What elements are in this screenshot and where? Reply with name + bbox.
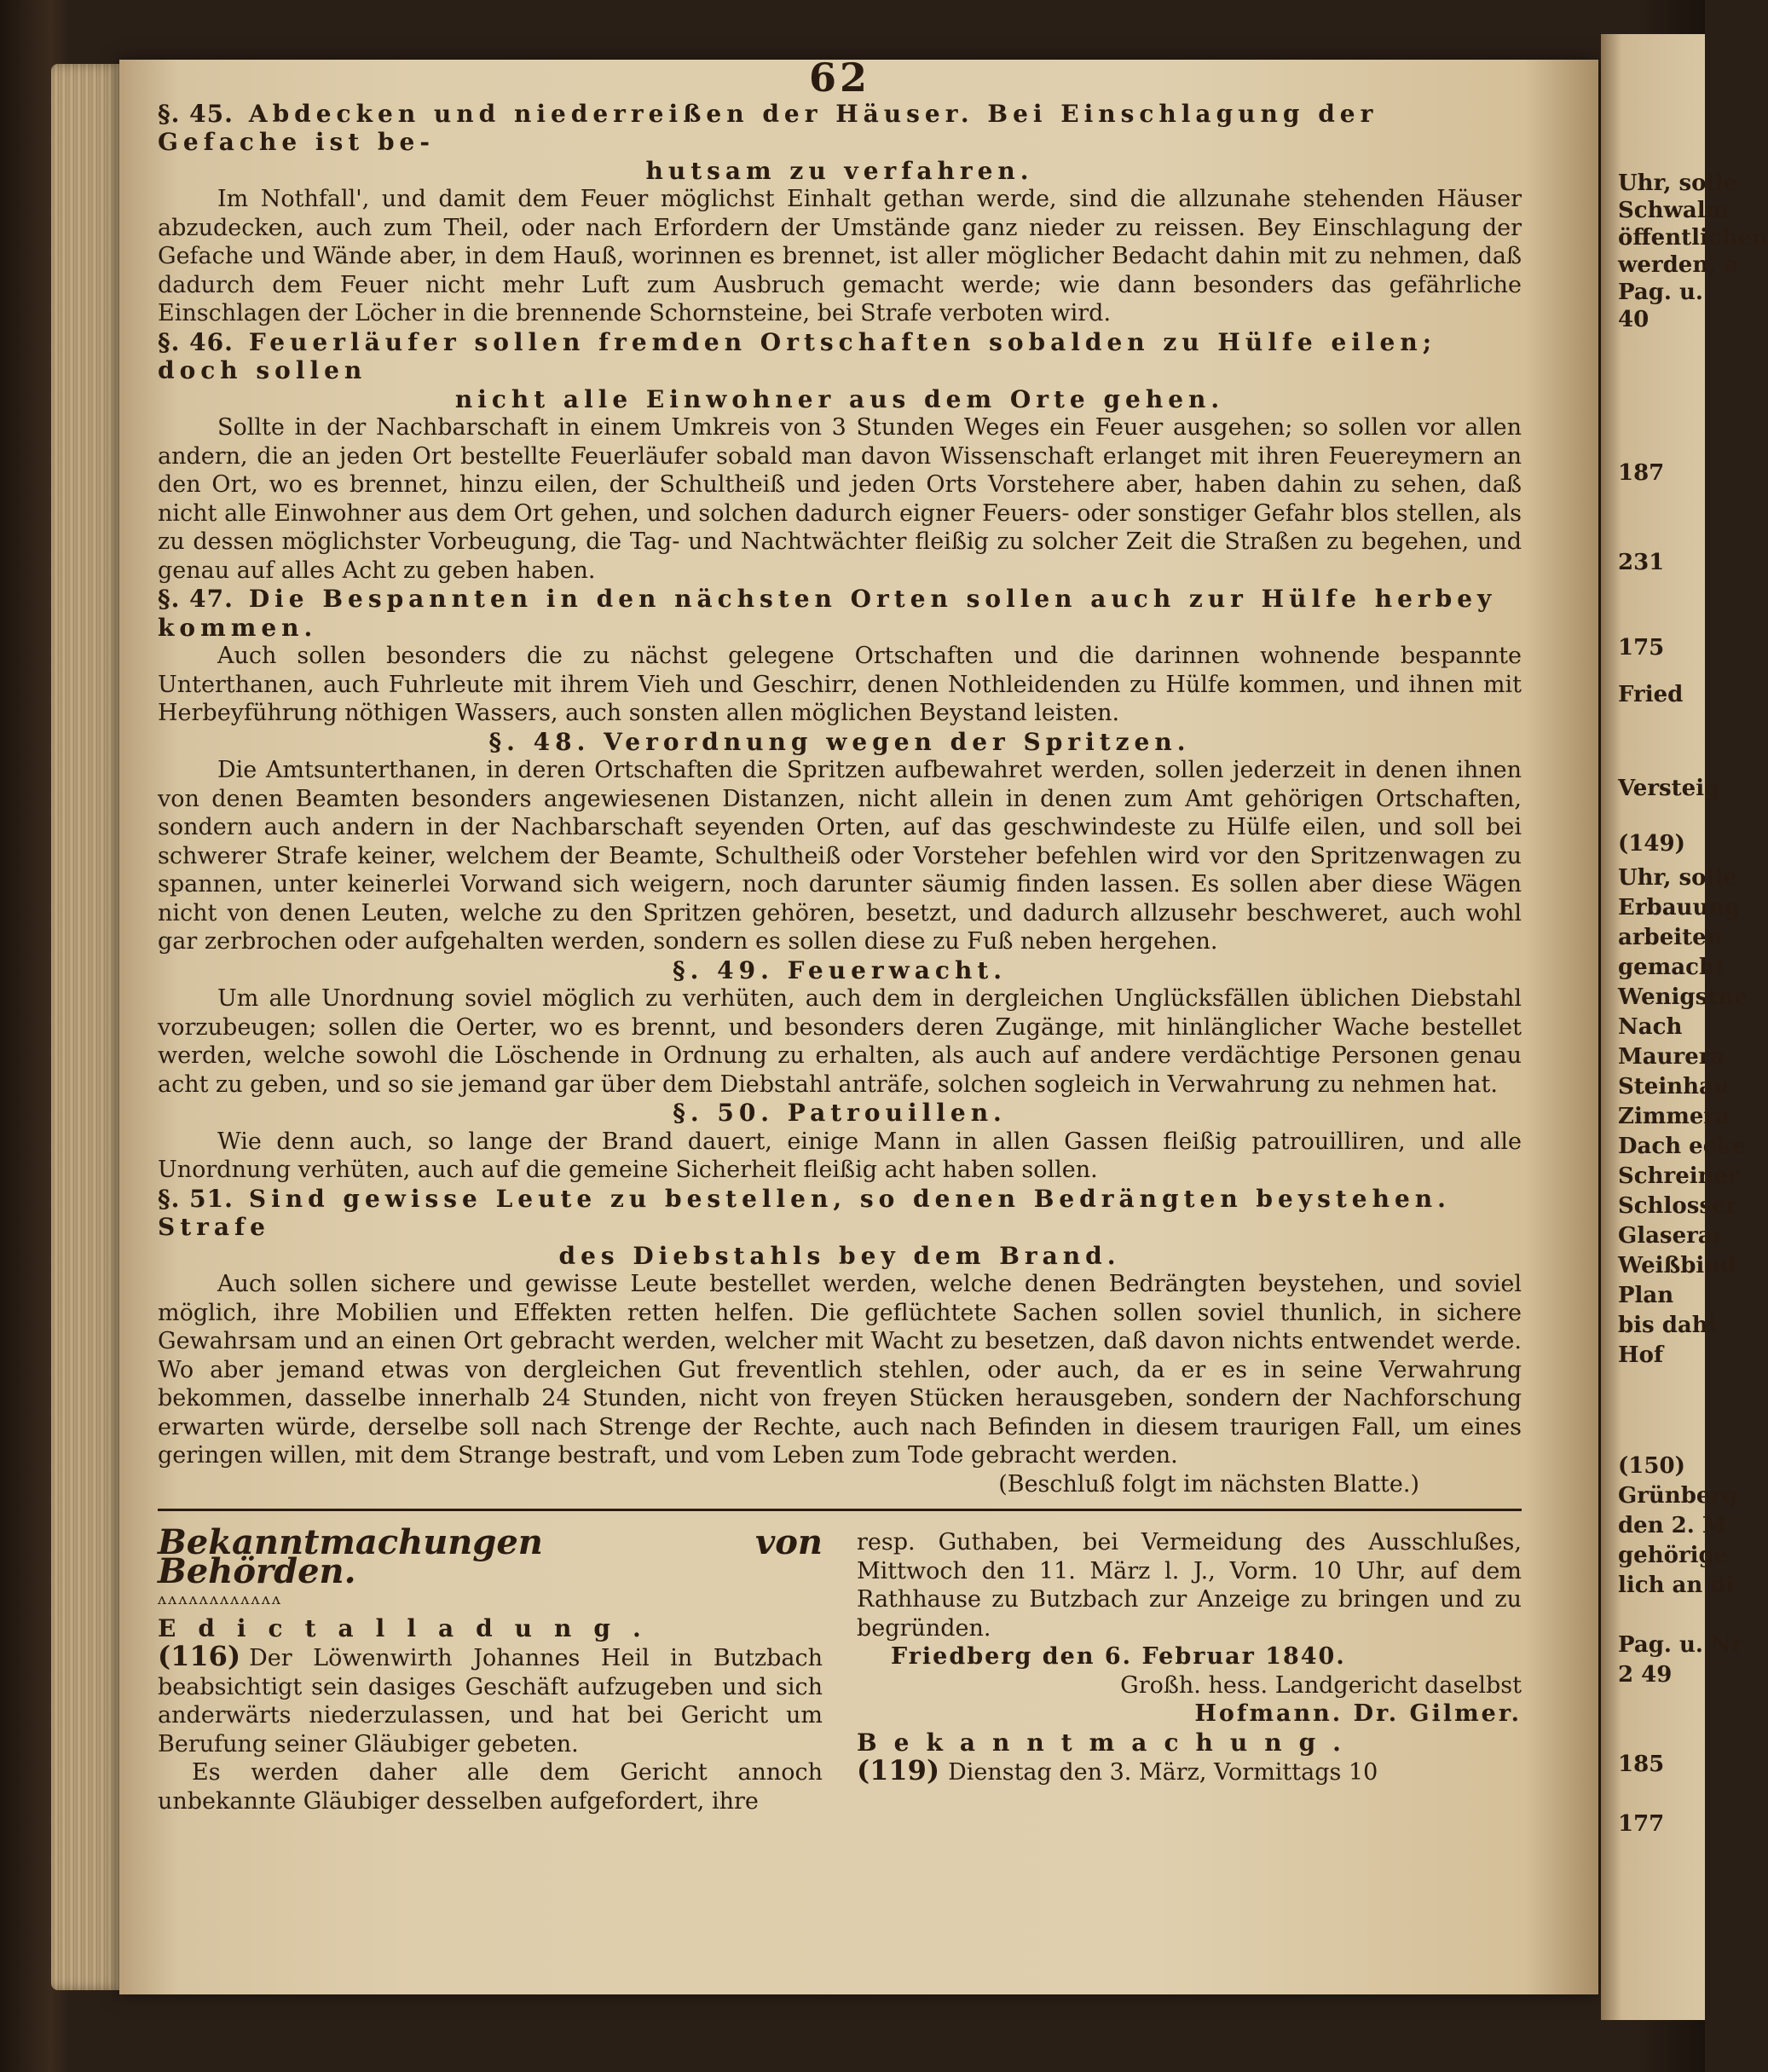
section-body: Sollte in der Nachbarschaft in einem Umkreis von 3 Stunden Weges ein Feuer ausgehen; so sollen vor allen andern, die an jeden Ort bestellte Feuerläufer sobald man davon Wissenschaft erlanget mit ihren Feuereymern an den Ort, wo es brennet, hinzu eilen, der Schultheiß und jeden Orts Vorstehere aber, haben dahin zu sehen, daß nicht alle Einwohner aus dem Ort gehen, und solchen dadurch eigner Feuers- oder sonstiger Gefahr blos stellen, als zu dessen möglichster Vorbeugung, die Tag- und Nachtwächter fleißig zu solcher Zeit die Straßen zu begehen, und genau auf alles Acht zu geben haben. (158, 414, 1522, 584)
continuation-note: (Beschluß folgt im nächsten Blatte.) (998, 1470, 1419, 1498)
margin-text: Fried (1618, 682, 1684, 707)
section-47 (158, 585, 1522, 728)
section-body: Um alle Unordnung soviel möglich zu verhüten, auch dem in dergleichen Unglücksfällen üblichen Diebstahl vorzubeugen; sollen die Oerter, wo es brennt, und besonders deren Zugänge, mit hinlänglicher Wache bestellet werden, welche sowohl die Löschende in Ordnung zu erhalten, als auch auf andere verdächtige Personen genau acht zu geben, und so sie jemand gar über dem Diebstahl anträfe, solchen sogleich in Verwahrung zu nehmen hat. (158, 985, 1522, 1098)
margin-text: lich an di (1618, 1573, 1735, 1598)
announcements (158, 1522, 1522, 1815)
margin-text: 177 (1618, 1811, 1665, 1837)
section-heading: §. 49. Feuerwacht. (672, 955, 1008, 984)
section-heading (158, 585, 1522, 642)
section-body: Die Amtsunterthanen, in deren Ortschaften die Spritzen aufbewahret werden, sollen jederzeit in denen ihnen von denen Beamten besonders angewiesenen Distanzen, nicht allein in denen zum Amt gehörigen Ortschaften, sondern auch andern in der Nachbarschaft seyenden Orten, auf das geschwindeste zu Hülfe eilen, und soll bei schwerer Strafe keiner, welchem der Beamte, Schultheiß oder Vorsteher befehlen wird vor den Spritzenwagen zu spannen, unter keinerlei Vorwand sich weigern, noch darunter säumig finden lassen. Es sollen aber diese Wägen nicht von denen Leuten, welche zu den Spritzen gehören, besetzt, und dadurch allzusehr beschweret, auch wohl gar zerbrochen oder aufgehalten werden, sondern es sollen diese zu Fuß neben hergehen. (158, 757, 1522, 955)
margin-text: Versteig (1618, 776, 1720, 801)
margin-text: den 2. M (1618, 1513, 1727, 1538)
next-page-edge (1601, 34, 1768, 2020)
section-body: Auch sollen sichere und gewisse Leute bestellet werden, welche denen Bedrängten beystehen, und soviel möglich, ihre Mobilien und Effekten retten helfen. Die geflüchtete Sachen sollen soviel thunlich, in sichere Gewahrsam und an einen Ort gebracht werden, welcher mit Wacht zu besetzen, daß davon nichts entwendet werde. Wo aber jemand etwas von dergleichen Gut freventlich stehlen, oder auch, da er es in seine Verwahrung bekommen, dasselbe innerhalb 24 Stunden, nicht von freyen Stücken herausgeben, sondern der Nachforschung erwarten würde, derselbe soll nach Strenge der Rechte, auch nach Befinden in diesem traurigen Fall, um eines geringen willen, mit dem Strange bestraft, und vom Leben zum Tode gebracht werden. (158, 1271, 1522, 1469)
margin-text: gemacht (1618, 955, 1725, 980)
section-body: Wie denn auch, so lange der Brand dauert, einige Mann in allen Gassen fleißig patrouilliren, und alle Unordnung verhüten, auch auf die gemeine Sicherheit fleißig acht haben sollen. (158, 1128, 1522, 1183)
section-heading: §. 50. Patrouillen. (673, 1099, 1007, 1127)
margin-text: Glaserar (1618, 1223, 1725, 1249)
margin-text: Pag. u. Nr (1618, 1632, 1743, 1658)
margin-text: arbeiten (1618, 925, 1723, 950)
margin-text: Uhr, solle (1618, 865, 1737, 891)
section-50 (158, 1099, 1522, 1185)
section-title: Feuerläufer sollen fremden Ortschaften sobalden zu Hülfe eilen; doch sollen (158, 327, 1437, 384)
margin-text: Dach ecke (1618, 1134, 1747, 1159)
margin-text: Schlosser (1618, 1193, 1738, 1219)
court-name: Großh. hess. Landgericht daselbst (1120, 1671, 1522, 1699)
margin-text: Maurera (1618, 1044, 1725, 1070)
section-45 (158, 100, 1522, 328)
notice-119 (857, 1754, 1522, 1787)
section-49 (158, 956, 1522, 1099)
ornament: ᴧᴧᴧᴧᴧᴧᴧᴧᴧᴧᴧᴧ (158, 1590, 283, 1608)
margin-text: 175 (1618, 635, 1665, 661)
margin-text: Grünberg (1618, 1483, 1738, 1509)
notice-number: (119) (857, 1754, 940, 1786)
notice-text: Dienstag den 3. März, Vormittags 10 (948, 1759, 1378, 1786)
margin-text: 40 (1618, 307, 1650, 332)
notice-subtitle: Bekanntmachung. (857, 1728, 1358, 1757)
notice-116 (158, 1642, 823, 1758)
notice-number: (116) (158, 1640, 241, 1672)
margin-text: (149) (1618, 831, 1685, 857)
section-title: Die Bespannten in den nächsten Orten sollen auch zur Hülfe herbey kommen. (158, 585, 1497, 642)
notice-text-continued: Es werden daher alle dem Gericht annoch unbekannte Gläubiger desselben aufgefordert, ihre (158, 1759, 823, 1815)
section-title: Abdecken und niederreißen der Häuser. Bei Einschlagung der Gefache ist be- (158, 99, 1378, 156)
section-number: §. 46. (158, 327, 234, 356)
margin-text: 187 (1618, 460, 1665, 486)
section-heading: §. 48. Verordnung wegen der Spritzen. (488, 727, 1191, 756)
margin-text: 2 49 (1618, 1662, 1673, 1688)
margin-text: Plan (1618, 1283, 1674, 1308)
section-body: Auch sollen besonders die zu nächst gelegene Ortschaften und die darinnen wohnende bespannte Unterthanen, auch Fuhrleute mit ihrem Vieh und Geschirr, denen Nothleidenden zu Hülfe kommen, und ihnen mit Herbeyführung nöthigen Wassers, auch sonsten allen möglichen Beystand leisten. (158, 643, 1522, 726)
section-number: §. 45. (158, 99, 234, 128)
margin-text: Schreiner (1618, 1163, 1740, 1189)
page-edges (51, 64, 128, 1990)
section-title: Sind gewisse Leute zu bestellen, so denen Bedrängten beystehen. Strafe (158, 1184, 1451, 1241)
margin-text: werden, a (1618, 252, 1739, 278)
divider-rule (158, 1509, 1522, 1511)
margin-text: Hof (1618, 1342, 1664, 1368)
page-content (158, 55, 1522, 1815)
section-body: Im Nothfall', und damit dem Feuer möglichst Einhalt gethan werde, sind die allzunahe stehenden Häuser abzudecken, auch zum Theil, oder nach Erfordern der Umstände ganz nieder zu reissen. Bey Einschlagung der Gefache und Wände aber, in dem Hauß, worinnen es brennet, ist aller möglicher Bedacht dahin mit zu nehmen, daß dadurch dem Feuer nicht mehr Luft zum Ausbruch gemacht werde; wie dann besonders das gefährliche Einschlagen der Löcher in die brennende Schornsteine, bei Strafe verboten wird. (158, 186, 1522, 326)
section-heading (158, 1185, 1522, 1242)
section-number: §. 47. (158, 585, 234, 613)
section-51 (158, 1185, 1522, 1499)
margin-text: Zimmera (1618, 1104, 1730, 1129)
section-number: §. 51. (158, 1184, 234, 1213)
margin-text: 185 (1618, 1752, 1665, 1777)
section-46 (158, 328, 1522, 586)
margin-text: gehörige (1618, 1543, 1729, 1568)
section-48 (158, 728, 1522, 956)
signatures: Hofmann. Dr. Gilmer. (1194, 1700, 1522, 1727)
page-number: 62 (808, 55, 870, 101)
margin-text: Pag. u. (1618, 280, 1703, 305)
notice-subtitle: Edictalladung. (158, 1613, 663, 1642)
section-title-continued: des Diebstahls bey dem Brand. (558, 1241, 1121, 1270)
section-heading (158, 100, 1522, 157)
notice-text: Der Löwenwirth Johannes Heil in Butzbach beabsichtigt sein dasiges Geschäft aufzugeben und sich anderwärts niederzulassen, und hat bei Gericht um Berufung seiner Gläubiger gebeten. (158, 1645, 823, 1757)
margin-text: Wenigstne (1618, 984, 1748, 1010)
margin-text: Weißbind (1618, 1253, 1736, 1278)
margin-text: (150) (1618, 1453, 1685, 1479)
margin-text: Uhr, solle (1618, 170, 1737, 196)
margin-text: Erbauung (1618, 895, 1741, 921)
announcements-title: Bekanntmachungen von Behörden. (158, 1522, 823, 1591)
notice-text: resp. Guthaben, bei Vermeidung des Ausschlußes, Mittwoch den 11. März l. J., Vorm. 10 Uhr, auf dem Rathhause zu Butzbach zur Anzeige zu bringen und zu begründen. (857, 1529, 1522, 1642)
announcements-right-column (857, 1528, 1522, 1815)
margin-text: öffentlichen (1618, 225, 1768, 251)
section-title-continued: nicht alle Einwohner aus dem Orte gehen. (454, 384, 1225, 413)
announcements-left-column (158, 1522, 823, 1815)
margin-text: Schwalm (1618, 198, 1730, 223)
section-title-continued: hutsam zu verfahren. (645, 156, 1034, 185)
margin-text: Nach (1618, 1014, 1683, 1040)
section-heading (158, 328, 1522, 385)
place-date: Friedberg den 6. Februar 1840. (891, 1643, 1346, 1670)
margin-text: 231 (1618, 550, 1665, 575)
margin-text: bis dahi (1618, 1313, 1717, 1338)
margin-text: Steinhau (1618, 1074, 1730, 1099)
